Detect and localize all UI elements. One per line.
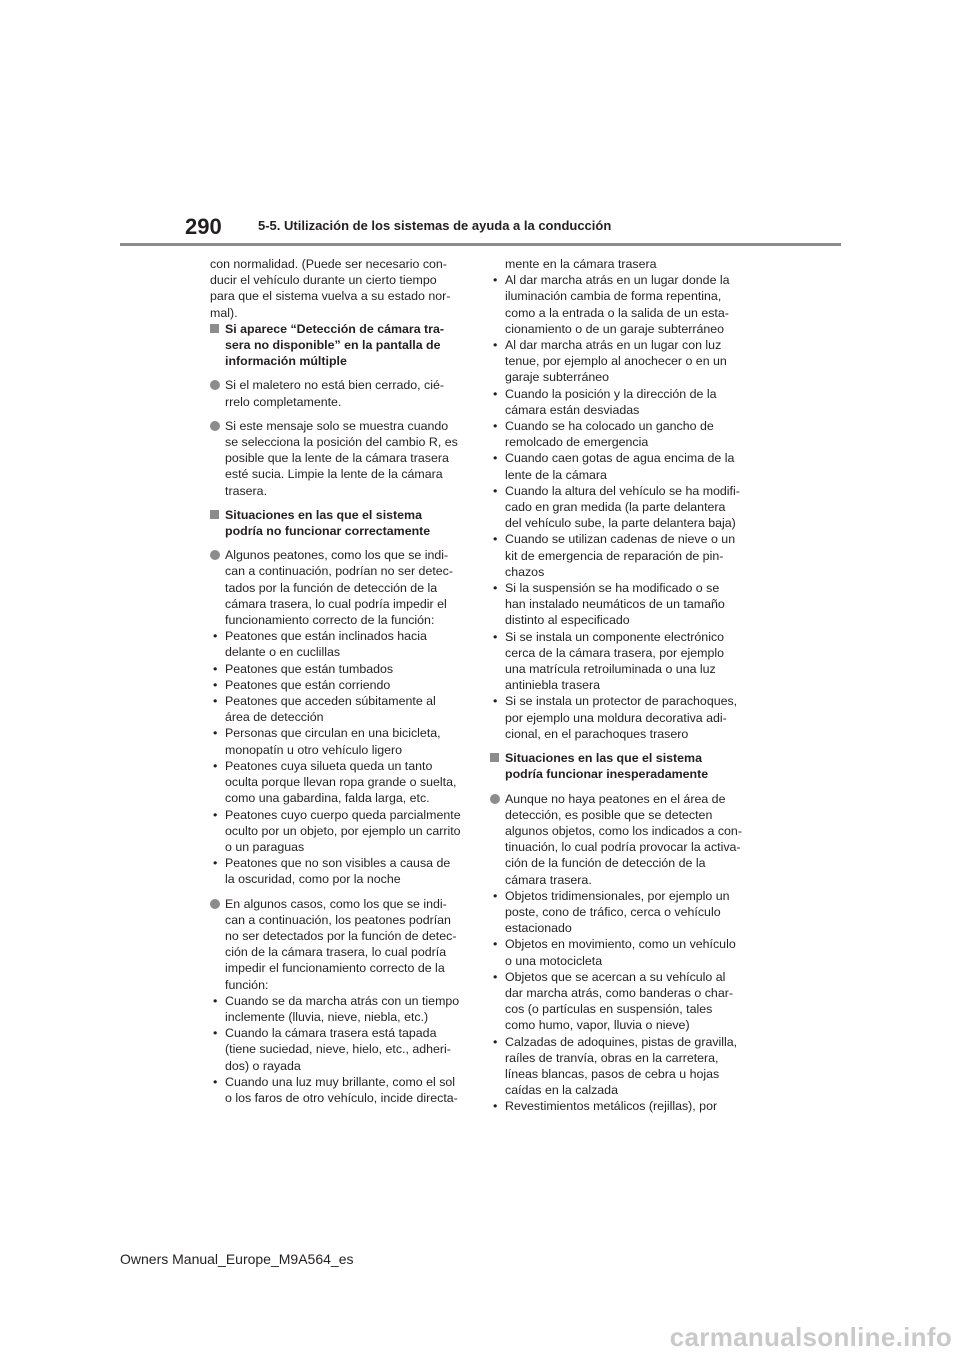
- bullet-item: [210, 418, 462, 499]
- square-bullet-icon: [210, 324, 219, 333]
- square-bullet-icon: [490, 753, 499, 762]
- page-number: 290: [185, 214, 222, 239]
- list-item: • Peatones que están inclinados hacia delante o en cuclillas: [213, 629, 427, 660]
- bullet-item: [210, 896, 462, 1107]
- footer-manual-id: Owners Manual_Europe_M9A564_es: [120, 1251, 354, 1267]
- list-item: • Personas que circulan en una bicicleta, monopatín u otro vehículo ligero: [213, 726, 441, 757]
- list-item: • Revestimientos metálicos (rejillas), por: [493, 1099, 718, 1114]
- list-item: • Cuando se ha colocado un gancho de remolcado de emergencia: [493, 419, 714, 450]
- list-item: • Peatones cuya silueta queda un tanto oculta porque llevan ropa grande o suelta, como una gabardina, falda larga, etc.: [213, 758, 457, 806]
- list-item: • Calzadas de adoquines, pistas de gravilla, raíles de tranvía, obras en la carretera, líneas blancas, pasos de cebra u hojas caídas en la calzada: [493, 1034, 738, 1098]
- bullet-text: En algunos casos, como los que se indi-can a continuación, los peatones podrían no ser detectados por la función de detec-ción de la cámara trasera, lo cual podría impedir el funcionamiento correcto de la función:: [225, 896, 457, 992]
- circle-bullet-icon: [490, 794, 500, 804]
- bullet-item: [210, 547, 462, 887]
- circle-bullet-icon: [210, 421, 220, 431]
- heading-may-not-work: [210, 507, 462, 539]
- list-item: • Si se instala un protector de parachoques, por ejemplo una moldura decorativa adi-cional, en el parachoques trasero: [493, 694, 738, 741]
- heading-text: Situaciones en las que el sistema podría funcionar inesperadamente: [505, 751, 709, 782]
- list-item: • Cuando la posición y la dirección de la cámara están desviadas: [493, 386, 717, 417]
- intro-paragraph: con normalidad. (Puede ser necesario con-ducir el vehículo durante un cierto tiempo para que el sistema vuelva a su estado nor-mal).: [210, 257, 451, 320]
- circle-bullet-icon: [210, 899, 220, 909]
- bullet-text: Si este mensaje solo se muestra cuando se selecciona la posición del cambio R, es posible que la lente de la cámara trasera esté sucia. Limpie la lente de la cámara trasera.: [225, 418, 458, 498]
- bullet-item: [490, 791, 742, 1115]
- list-item: • Cuando caen gotas de agua encima de la lente de la cámara: [493, 451, 735, 482]
- circle-bullet-icon: [210, 380, 220, 390]
- left-column: [210, 256, 462, 1114]
- circle-bullet-icon: [210, 550, 220, 560]
- square-bullet-icon: [210, 510, 219, 519]
- list-item: • Peatones que están tumbados: [213, 661, 394, 676]
- bullet-item: [210, 377, 462, 409]
- list-item: • Peatones que no son visibles a causa de la oscuridad, como por la noche: [213, 856, 451, 887]
- list-item: • Cuando la cámara trasera está tapada (tiene suciedad, nieve, hielo, etc., adheri-dos) o rayada: [213, 1026, 451, 1073]
- list-item: • Peatones que están corriendo: [213, 677, 391, 692]
- heading-text: Si aparece “Detección de cámara tra-sera no disponible” en la pantalla de información múltiple: [225, 321, 445, 369]
- bullet-text: Si el maletero no está bien cerrado, cié-rrelo completamente.: [225, 378, 445, 409]
- list-item: • Objetos en movimiento, como un vehículo o una motocicleta: [493, 937, 736, 968]
- sub-list: [210, 628, 462, 887]
- list-item: • Peatones cuyo cuerpo queda parcialmente oculto por un objeto, por ejemplo un carrito o un paraguas: [213, 807, 461, 854]
- list-item: • Cuando una luz muy brillante, como el sol o los faros de otro vehículo, incide directa-: [213, 1074, 458, 1105]
- list-item: • Al dar marcha atrás en un lugar con luz tenue, por ejemplo al anochecer o en un garaje subterráneo: [493, 338, 727, 385]
- section-title: 5-5. Utilización de los sistemas de ayuda a la conducción: [258, 218, 612, 233]
- header-divider: [120, 243, 841, 246]
- bullet-text: Algunos peatones, como los que se indi-can a continuación, podrían no ser detec-tados por la función de detección de la cámara trasera, lo cual podría impedir el funcionamiento correcto de la función:: [225, 548, 453, 628]
- continuation-text: mente en la cámara trasera: [505, 257, 657, 271]
- heading-unexpected-operation: [490, 750, 742, 782]
- list-item: • Peatones que acceden súbitamente al área de detección: [213, 694, 436, 725]
- list-item: • Cuando la altura del vehículo se ha modifi-cado en gran medida (la parte delantera del vehículo sube, la parte delantera baja): [493, 483, 740, 531]
- heading-text: Situaciones en las que el sistema podría no funcionar correctamente: [225, 507, 431, 539]
- bullet-text: Aunque no haya peatones en el área de detección, es posible que se detecten algunos objetos, como los indicados a con-tinuación, lo cual podría provocar la activa-ción de la función de detección de la cámara trasera.: [505, 791, 742, 887]
- right-column: [490, 256, 742, 1123]
- heading-camera-unavailable: [210, 321, 462, 370]
- list-item: • Al dar marcha atrás en un lugar donde la iluminación cambia de forma repentina, como a la entrada o la salida de un esta-cionamiento o de un garaje subterráneo: [493, 273, 730, 336]
- list-item: • Objetos que se acercan a su vehículo al dar marcha atrás, como banderas o char-cos (o partículas en suspensión, tales como humo, vapor, lluvia o nieve): [493, 969, 733, 1033]
- list-item: • Cuando se utilizan cadenas de nieve o un kit de emergencia de reparación de pin-chazos: [493, 532, 736, 579]
- sub-list: [490, 888, 742, 1115]
- sub-list: [210, 993, 462, 1106]
- sub-list: [490, 272, 742, 742]
- list-item: • Si se instala un componente electrónico cerca de la cámara trasera, por ejemplo una matrícula retroiluminada o una luz antiniebla trasera: [493, 629, 725, 693]
- list-item: • Cuando se da marcha atrás con un tiempo inclemente (lluvia, nieve, niebla, etc.): [213, 993, 460, 1024]
- list-item: • Objetos tridimensionales, por ejemplo un poste, cono de tráfico, cerca o vehículo estacionado: [493, 888, 730, 936]
- list-item: • Si la suspensión se ha modificado o se han instalado neumáticos de un tamaño distinto al especificado: [493, 581, 725, 628]
- watermark: carmanualsonline.info: [669, 1322, 952, 1352]
